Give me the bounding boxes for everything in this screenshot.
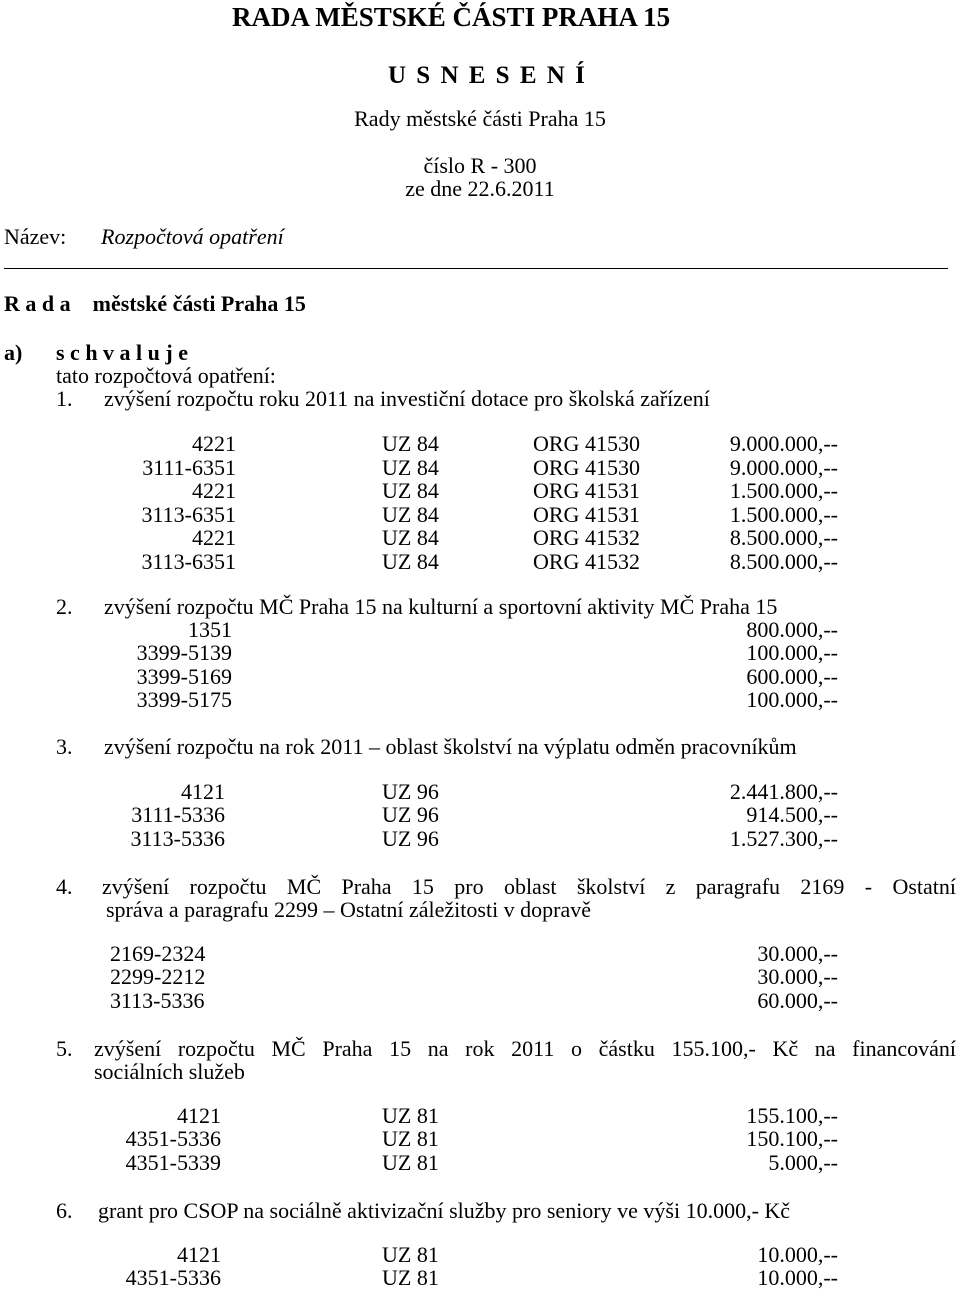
item-text-line1: zvýšení rozpočtu MČ Praha 15 na rok 2011 o částku 155.100,- Kč na financování — [94, 1036, 956, 1061]
table-row — [0, 480, 960, 504]
amount-cell: 10.000,-- — [757, 1265, 838, 1291]
point-a-label: a) — [4, 340, 23, 365]
item-number: 5. — [56, 1036, 73, 1061]
uz-cell: UZ 81 — [382, 1126, 439, 1152]
item-text: zvýšení rozpočtu na rok 2011 – oblast školství na výplatu odměn pracovníkům — [104, 734, 797, 759]
amount-cell: 8.500.000,-- — [729, 549, 838, 574]
amount-cell: 30.000,-- — [757, 941, 838, 966]
uz-cell: UZ 96 — [382, 779, 439, 804]
uz-cell: UZ 96 — [382, 825, 439, 851]
uz-cell: UZ 81 — [382, 1149, 439, 1175]
paragraph-cell: 3113-6351 — [141, 549, 236, 574]
table-row — [0, 501, 960, 528]
item-number: 3. — [56, 734, 73, 759]
item-text-line2: správa a paragrafu 2299 – Ostatní záležitosti v dopravě — [106, 897, 592, 922]
item-number: 4. — [56, 874, 73, 899]
amount-cell: 60.000,-- — [757, 987, 838, 1013]
council-heading: RADA MĚSTSKÉ ČÁSTI PRAHA 15 — [232, 2, 671, 32]
table-row — [0, 987, 960, 1014]
table-row — [0, 527, 960, 551]
subject-line: R a d a městské části Praha 15 — [4, 291, 306, 316]
uz-cell: UZ 84 — [382, 454, 439, 480]
amount-cell: 800.000,-- — [746, 617, 838, 642]
paragraph-cell: 4351-5336 — [125, 1265, 221, 1291]
approves-label: s c h v a l u j e — [56, 340, 188, 365]
paragraph-cell: 3399-5169 — [136, 663, 232, 689]
intro-text: tato rozpočtová opatření: — [56, 363, 276, 388]
table-row — [0, 1128, 960, 1152]
uz-cell: UZ 81 — [382, 1265, 439, 1291]
uz-cell: UZ 81 — [382, 1103, 439, 1128]
title-label: Název: — [4, 224, 67, 249]
amount-cell: 150.100,-- — [746, 1126, 838, 1152]
paragraph-cell: 1351 — [188, 617, 232, 642]
paragraph-cell: 4351-5336 — [125, 1126, 221, 1152]
table-row — [0, 825, 960, 852]
org-cell: ORG 41531 — [533, 501, 640, 527]
item-number: 1. — [56, 386, 73, 411]
table-row — [0, 804, 960, 828]
uz-cell: UZ 84 — [382, 525, 439, 551]
item-text-line1: zvýšení rozpočtu MČ Praha 15 pro oblast školství z paragrafu 2169 - Ostatní — [102, 874, 956, 899]
resolution-date: ze dne 22.6.2011 — [405, 176, 555, 201]
table-row — [0, 663, 960, 690]
of-council-line: Rady městské části Praha 15 — [354, 106, 606, 131]
paragraph-cell: 4121 — [177, 1103, 221, 1128]
amount-cell: 1.527.300,-- — [729, 825, 838, 851]
paragraph-cell: 4121 — [177, 1242, 221, 1267]
table-row — [0, 686, 960, 713]
amount-cell: 10.000,-- — [757, 1242, 838, 1267]
paragraph-cell: 2169-2324 — [110, 941, 206, 966]
title-divider — [4, 268, 948, 269]
paragraph-cell: 3111-5336 — [131, 802, 225, 828]
paragraph-cell: 4351-5339 — [125, 1149, 221, 1175]
item-text-line2: sociálních služeb — [94, 1059, 245, 1084]
paragraph-cell: 4121 — [181, 779, 225, 804]
org-cell: ORG 41530 — [533, 431, 640, 456]
uz-cell: UZ 84 — [382, 549, 439, 574]
amount-cell: 1.500.000,-- — [729, 478, 838, 504]
item-text: grant pro CSOP na sociálně aktivizační služby pro seniory ve výši 10.000,- Kč — [98, 1198, 791, 1223]
amount-cell: 155.100,-- — [746, 1103, 838, 1128]
resolution-number: číslo R - 300 — [423, 153, 537, 178]
amount-cell: 100.000,-- — [746, 686, 838, 712]
item-number: 6. — [56, 1198, 73, 1223]
title-value: Rozpočtová opatření — [101, 224, 284, 249]
uz-cell: UZ 81 — [382, 1242, 439, 1267]
table-row — [0, 1149, 960, 1176]
paragraph-cell: 4221 — [192, 478, 236, 504]
amount-cell: 5.000,-- — [768, 1149, 838, 1175]
table-row — [0, 551, 960, 575]
item-text: zvýšení rozpočtu MČ Praha 15 na kulturní a sportovní aktivity MČ Praha 15 — [104, 594, 778, 619]
uz-cell: UZ 84 — [382, 501, 439, 527]
amount-cell: 9.000.000,-- — [729, 454, 838, 480]
uz-cell: UZ 84 — [382, 478, 439, 504]
amount-cell: 2.441.800,-- — [729, 779, 838, 804]
paragraph-cell: 4221 — [192, 431, 236, 456]
org-cell: ORG 41532 — [533, 525, 640, 551]
paragraph-cell: 3399-5139 — [136, 640, 232, 666]
paragraph-cell: 4221 — [192, 525, 236, 551]
org-cell: ORG 41532 — [533, 549, 640, 574]
amount-cell: 30.000,-- — [757, 964, 838, 990]
paragraph-cell: 3111-6351 — [142, 454, 236, 480]
item-text: zvýšení rozpočtu roku 2011 na investiční dotace pro školská zařízení — [104, 386, 710, 411]
uz-cell: UZ 96 — [382, 802, 439, 828]
table-row — [0, 966, 960, 990]
table-row — [0, 433, 960, 457]
amount-cell: 1.500.000,-- — [729, 501, 838, 527]
table-row — [0, 1267, 960, 1291]
resolution-heading: U S N E S E N Í — [388, 62, 587, 89]
item-number: 2. — [56, 594, 73, 619]
paragraph-cell: 3113-5336 — [130, 825, 225, 851]
amount-cell: 9.000.000,-- — [729, 431, 838, 456]
paragraph-cell: 2299-2212 — [110, 964, 206, 990]
table-row — [0, 454, 960, 481]
paragraph-cell: 3399-5175 — [136, 686, 232, 712]
amount-cell: 914.500,-- — [746, 802, 838, 828]
amount-cell: 600.000,-- — [746, 663, 838, 689]
org-cell: ORG 41530 — [533, 454, 640, 480]
uz-cell: UZ 84 — [382, 431, 439, 456]
paragraph-cell: 3113-6351 — [141, 501, 236, 527]
amount-cell: 8.500.000,-- — [729, 525, 838, 551]
amount-cell: 100.000,-- — [746, 640, 838, 666]
table-row — [0, 642, 960, 666]
paragraph-cell: 3113-5336 — [110, 987, 205, 1013]
org-cell: ORG 41531 — [533, 478, 640, 504]
